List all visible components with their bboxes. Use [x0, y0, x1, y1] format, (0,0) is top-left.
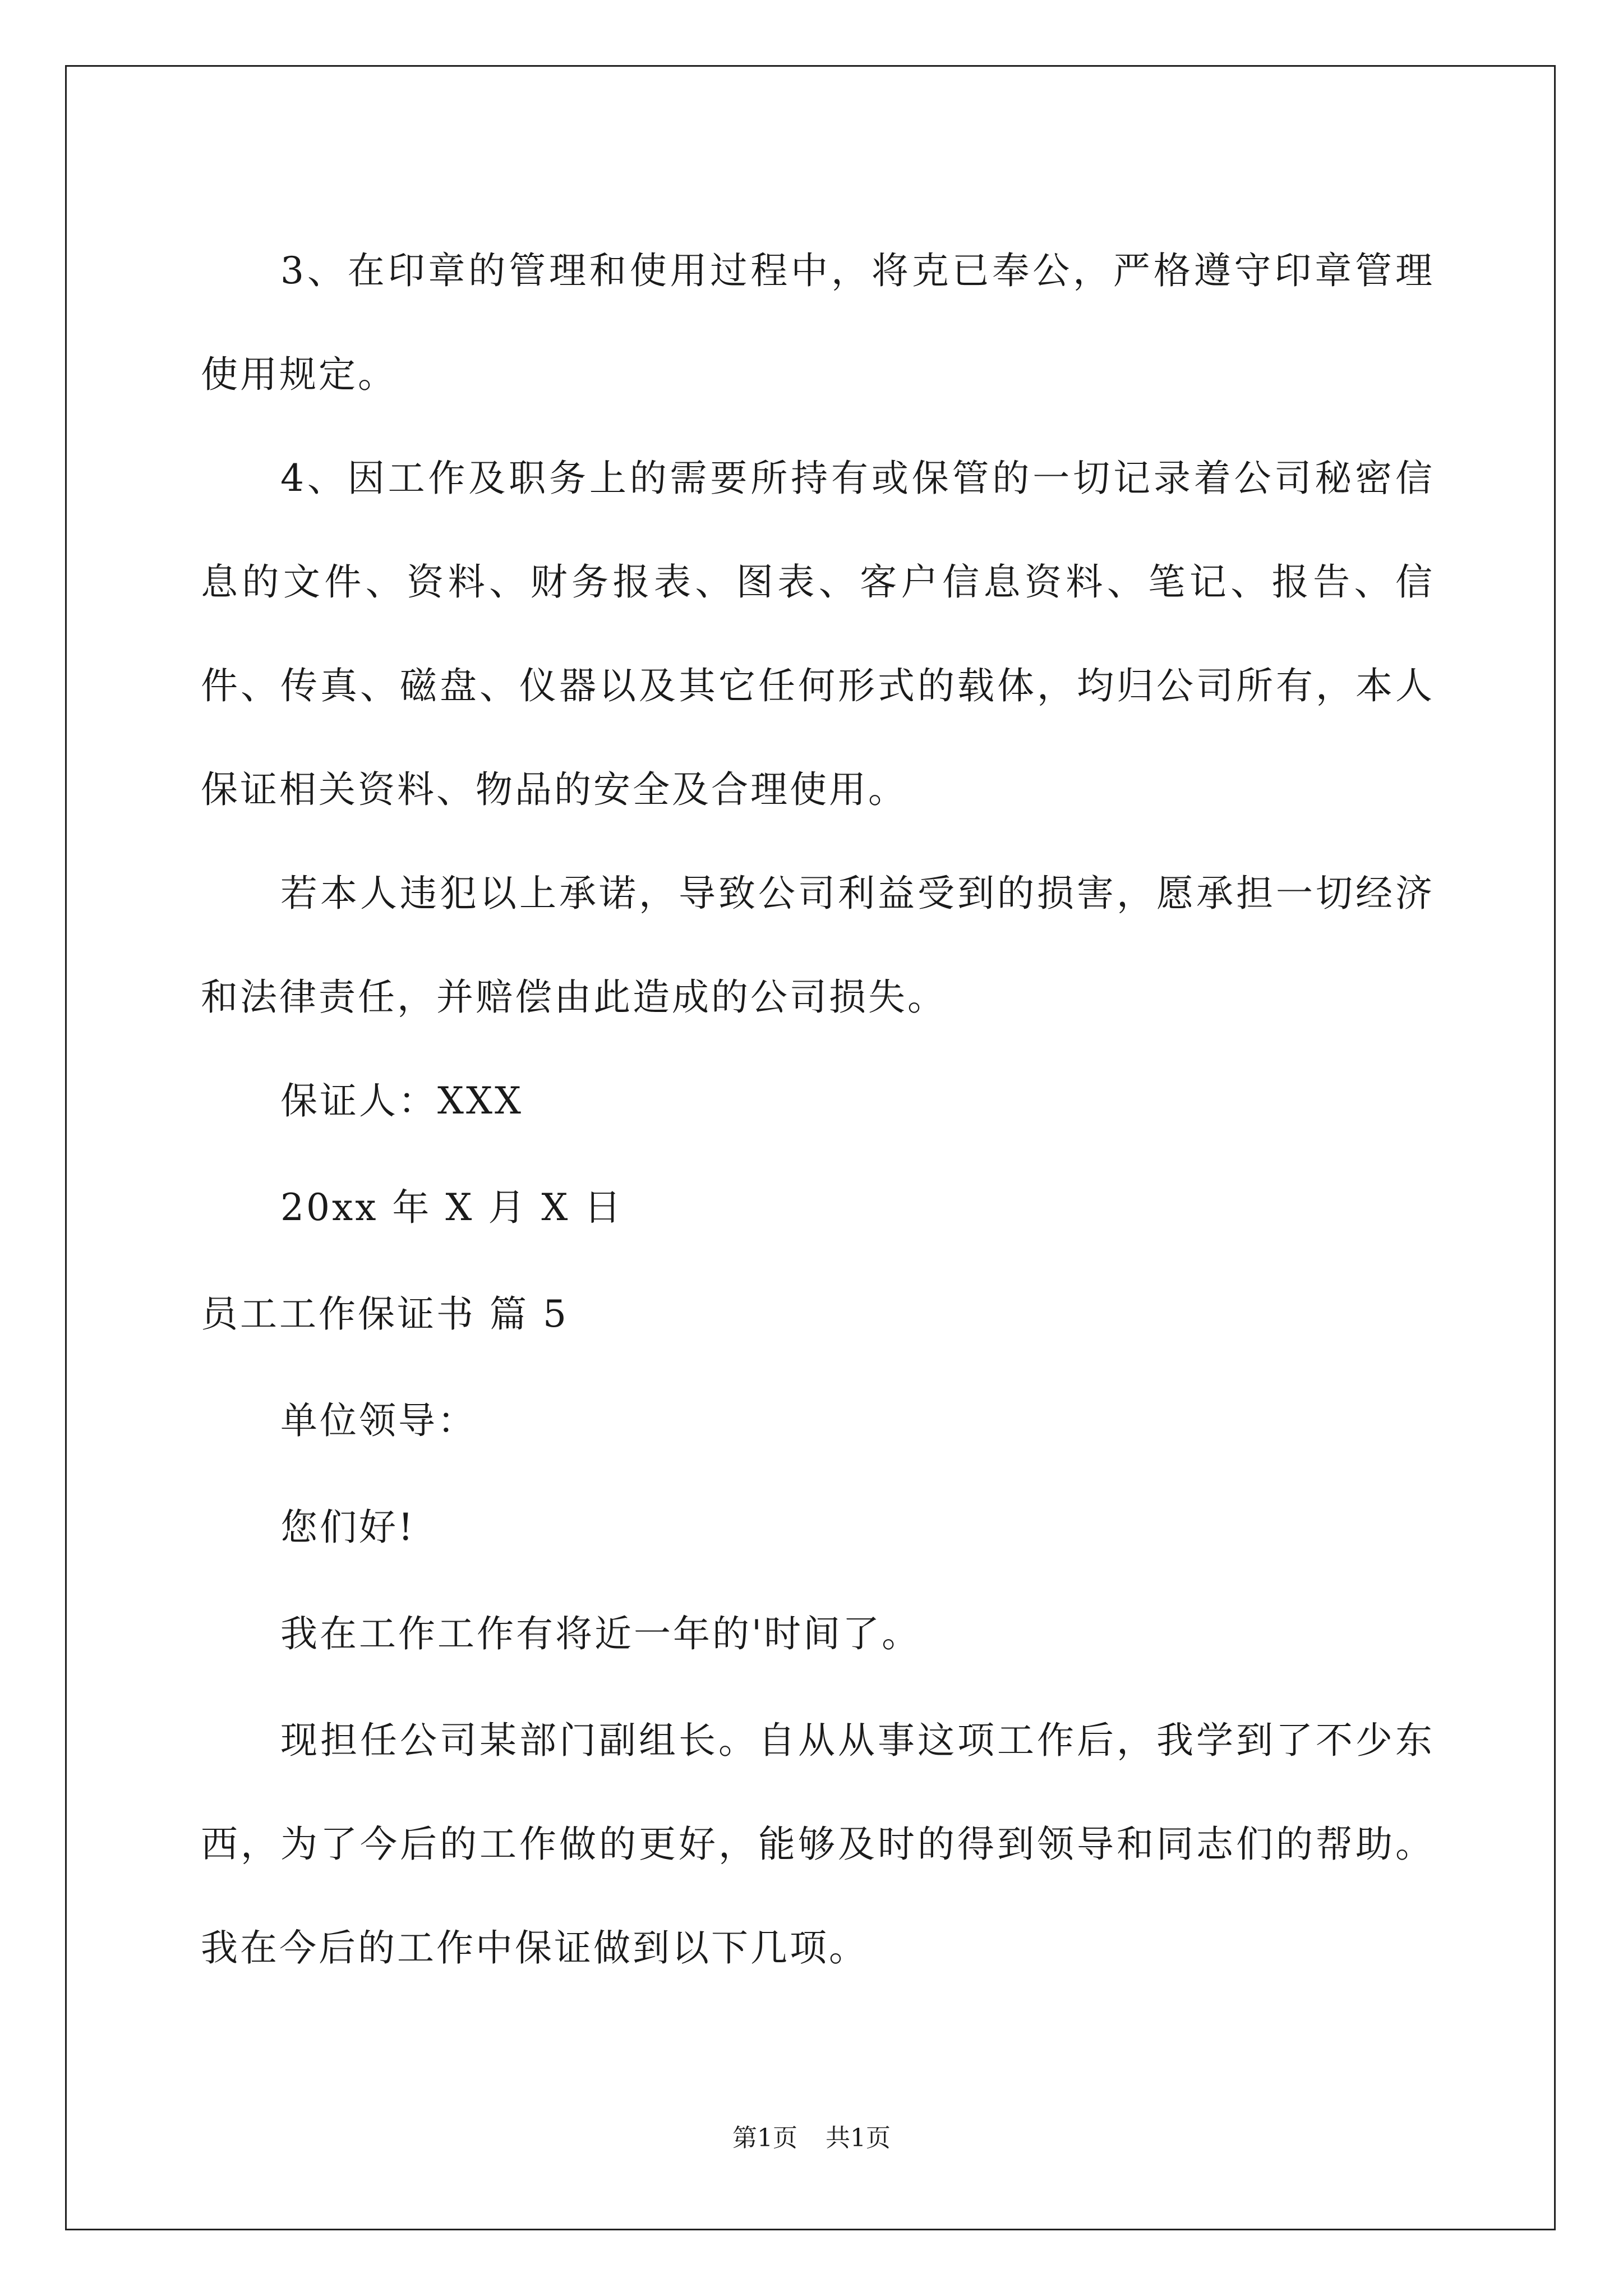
page-total: 共1页	[826, 2124, 891, 2152]
intro-paragraph: 我在工作工作有将近一年的'时间了。	[280, 1612, 921, 1655]
clause-4-paragraph: 4、因工作及职务上的需要所持有或保管的一切记录着公司秘密信息的文件、资料、财务报表、图表、客户信息资料、笔记、报告、信件、传真、磁盘、仪器以及其它任何形式的载体，均归公司所有，本人保证相关资料、物品的安全及合理使用。	[201, 457, 1435, 811]
position-paragraph: 现担任公司某部门副组长。自从从事这项工作后，我学到了不少东西，为了今后的工作做的更好，能够及时的得到领导和同志们的帮助。我在今后的工作中保证做到以下几项。	[201, 1719, 1435, 1970]
page-footer	[0, 2123, 1623, 2154]
guarantor-line: 保证人：XXX	[280, 1079, 523, 1122]
document-body	[201, 219, 1435, 2000]
clause-3-paragraph: 3、在印章的管理和使用过程中，将克已奉公，严格遵守印章管理使用规定。	[201, 249, 1435, 396]
salutation: 单位领导：	[280, 1399, 477, 1442]
page-number: 第1页	[732, 2124, 797, 2152]
greeting: 您们好!	[280, 1506, 416, 1549]
liability-paragraph: 若本人违犯以上承诺，导致公司利益受到的损害，愿承担一切经济和法律责任，并赔偿由此造成的公司损失。	[201, 872, 1435, 1019]
date-line: 20xx 年 X 月 X 日	[280, 1186, 624, 1229]
section-heading: 员工工作保证书 篇 5	[201, 1292, 569, 1336]
